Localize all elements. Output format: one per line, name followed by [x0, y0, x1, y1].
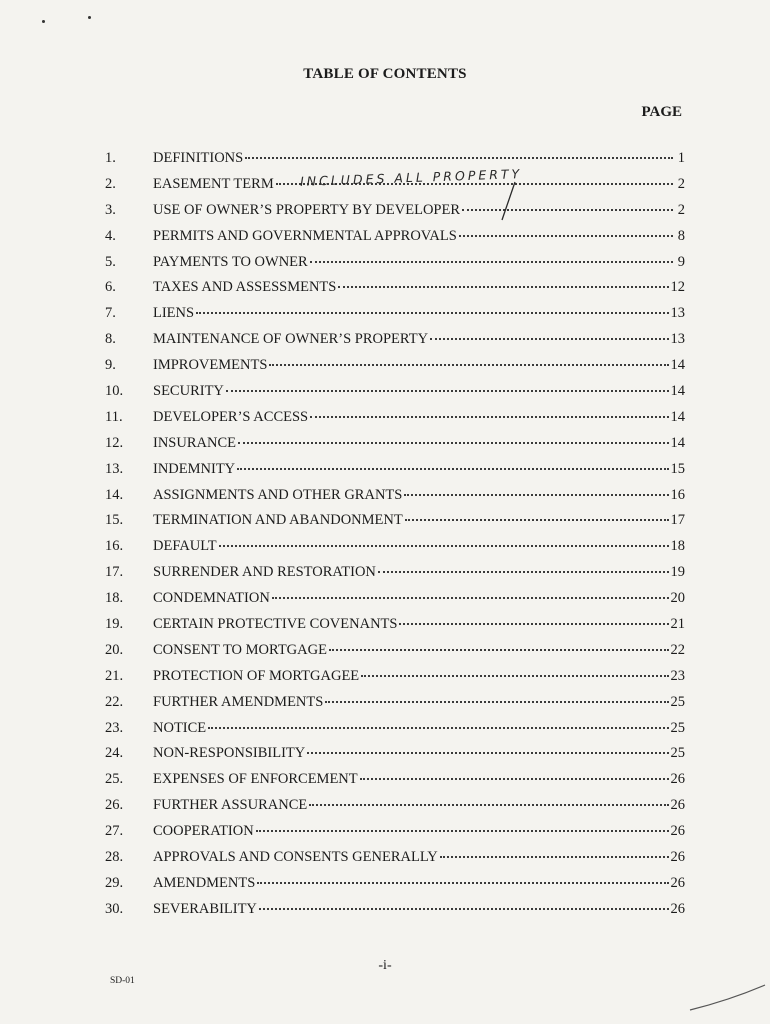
toc-entry-title: MAINTENANCE OF OWNER’S PROPERTY — [153, 331, 429, 348]
document-title: TABLE OF CONTENTS — [303, 66, 467, 82]
toc-entry-number: 15. — [105, 512, 124, 529]
toc-entry-number: 27. — [105, 823, 124, 840]
footer-page-number: -i- — [378, 958, 392, 973]
toc-entry-number: 16. — [105, 538, 124, 555]
toc-entry-number: 20. — [105, 641, 124, 658]
toc-entry-title: COOPERATION — [153, 823, 254, 840]
toc-entry-title: DEVELOPER’S ACCESS — [153, 408, 309, 425]
toc-entry-title: CONDEMNATION — [153, 590, 270, 607]
toc-entry-title: SURRENDER AND RESTORATION — [153, 564, 376, 581]
toc-entry-title: FURTHER ASSURANCE — [153, 797, 308, 814]
toc-entry-title: SECURITY — [153, 383, 224, 400]
handwritten-note: INCLUDES ALL PROPERTY — [299, 166, 523, 189]
toc-entry-page: 8 — [677, 227, 685, 244]
toc-entry-number: 3. — [105, 201, 116, 218]
toc-entry-number: 2. — [105, 175, 116, 192]
toc-entry-title: EASEMENT TERM — [153, 175, 274, 192]
toc-entry-number: 19. — [105, 616, 124, 633]
toc-entry-title: NOTICE — [153, 719, 207, 736]
toc-entry-page: 1 — [677, 150, 685, 166]
toc-entry-number: 5. — [105, 253, 116, 270]
toc-entry-title: USE OF OWNER’S PROPERTY BY DEVELOPER — [153, 201, 461, 218]
toc-entry-title: SEVERABILITY — [153, 900, 257, 917]
toc-entry-page: 19 — [670, 564, 685, 581]
toc-entry-title: CERTAIN PROTECTIVE COVENANTS — [153, 616, 398, 633]
toc-entry-title: TERMINATION AND ABANDONMENT — [153, 512, 403, 529]
toc-entry-page: 14 — [670, 357, 685, 374]
toc-entry-number: 9. — [105, 357, 116, 374]
toc-entry-page: 12 — [670, 279, 685, 296]
toc-entry-number: 17. — [105, 564, 124, 581]
footer-document-code: SD-01 — [110, 976, 135, 986]
toc-entry-number: 4. — [105, 227, 116, 244]
toc-entry-number: 6. — [105, 279, 116, 296]
toc-entry-page: 2 — [677, 201, 685, 218]
toc-entry-page: 25 — [670, 745, 685, 762]
toc-entry-page: 14 — [670, 434, 685, 451]
toc-entry-title: APPROVALS AND CONSENTS GENERALLY — [153, 849, 438, 866]
toc-entry-title: DEFINITIONS — [153, 150, 244, 166]
toc-entry-page: 22 — [670, 641, 685, 658]
toc-entry-page: 15 — [670, 460, 685, 477]
toc-entry-number: 13. — [105, 460, 124, 477]
toc-entry-title: ASSIGNMENTS AND OTHER GRANTS — [153, 486, 403, 503]
toc-entry-number: 10. — [105, 383, 124, 400]
toc-entry-number: 26. — [105, 797, 124, 814]
toc-entry-page: 14 — [670, 383, 685, 400]
toc-entry-number: 22. — [105, 693, 124, 710]
toc-entry-page: 13 — [670, 331, 685, 348]
toc-entry-number: 30. — [105, 900, 124, 917]
toc-entry-title: CONSENT TO MORTGAGE — [153, 641, 327, 658]
toc-entry-page: 20 — [670, 590, 685, 607]
toc-entry-number: 8. — [105, 331, 116, 348]
toc-entry-page: 14 — [670, 408, 685, 425]
page-column-heading: PAGE — [641, 104, 682, 120]
toc-entry-title: DEFAULT — [153, 538, 217, 555]
toc-entry-title: INDEMNITY — [153, 460, 236, 477]
toc-entry-page: 26 — [670, 797, 685, 814]
toc-entry-title: TAXES AND ASSESSMENTS — [153, 279, 337, 296]
toc-entry-number: 21. — [105, 667, 124, 684]
toc-entry-page: 9 — [677, 253, 685, 270]
toc-entry-number: 23. — [105, 719, 124, 736]
toc-entry-page: 26 — [670, 771, 685, 788]
toc-entry-number: 29. — [105, 874, 124, 891]
toc-entry-number: 7. — [105, 305, 116, 322]
toc-entry-number: 25. — [105, 771, 124, 788]
toc-entry-page: 25 — [670, 693, 685, 710]
toc-entry-page: 25 — [670, 719, 685, 736]
toc-entry-title: PAYMENTS TO OWNER — [153, 253, 308, 270]
toc-entry-page: 13 — [670, 305, 685, 322]
toc-entry-title: PROTECTION OF MORTGAGEE — [153, 667, 360, 684]
toc-entry-title: NON-RESPONSIBILITY — [153, 745, 306, 762]
toc-entry-title: FURTHER AMENDMENTS — [153, 693, 324, 710]
toc-entry-number: 28. — [105, 849, 124, 866]
toc-entry-number: 11. — [105, 408, 123, 425]
toc-entry-number: 24. — [105, 745, 124, 762]
toc-entry-page: 21 — [670, 616, 685, 633]
toc-entry-title: EXPENSES OF ENFORCEMENT — [153, 771, 358, 788]
toc-entry-page: 17 — [670, 512, 685, 529]
toc-entry-title: INSURANCE — [153, 434, 236, 451]
toc-entry-page: 26 — [670, 874, 685, 891]
toc-entry-number: 12. — [105, 434, 124, 451]
toc-entry-page: 23 — [670, 667, 685, 684]
toc-entry-page: 2 — [677, 175, 685, 192]
toc-entry-page: 18 — [670, 538, 685, 555]
toc-entry-title: IMPROVEMENTS — [153, 357, 268, 374]
toc-entry-number: 14. — [105, 486, 124, 503]
toc-entry-page: 26 — [670, 849, 685, 866]
toc-entry-title: PERMITS AND GOVERNMENTAL APPROVALS — [153, 227, 457, 244]
toc-entry-number: 18. — [105, 590, 124, 607]
toc-entry-title: AMENDMENTS — [153, 874, 256, 891]
toc-entry-title: LIENS — [153, 305, 195, 322]
toc-entry-number: 1. — [105, 150, 116, 166]
toc-entry-page: 26 — [670, 900, 685, 917]
toc-entry-page: 16 — [670, 486, 685, 503]
toc-entry-page: 26 — [670, 823, 685, 840]
